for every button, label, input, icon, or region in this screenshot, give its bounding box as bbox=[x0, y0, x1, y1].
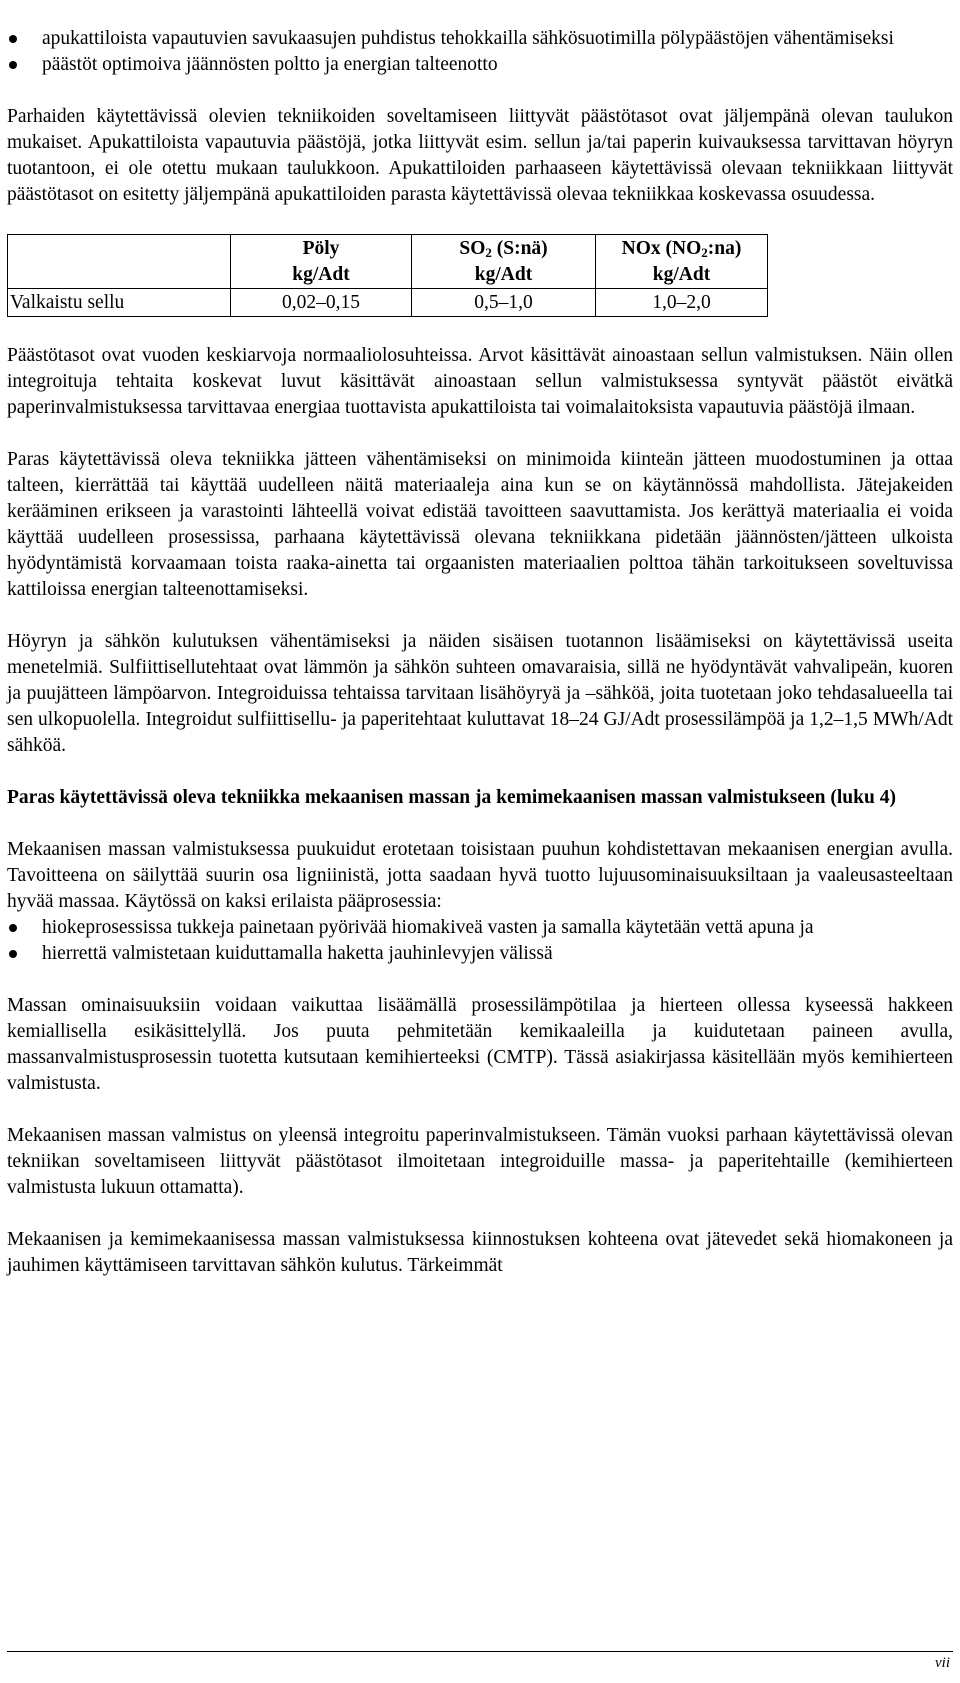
bullet-list-top bbox=[7, 26, 953, 78]
nox-subscript: 2 bbox=[701, 245, 708, 260]
nox-value: 1,0–2,0 bbox=[596, 289, 768, 317]
so2-text: SO bbox=[459, 238, 486, 259]
list-item: päästöt optimoiva jäännösten poltto ja energian talteenotto bbox=[7, 52, 953, 78]
paragraph-mechanical-pulp: Mekaanisen massan valmistuksessa puukuidut erotetaan toisistaan puuhun kohdistettavan mekaanisen energian avulla. Tavoitteena on säilyttää suurin osa ligniinistä, jotta saadaan hyvä tuotto lujuusominaisuuksiltaan ja vaaleusasteeltaan hyvää massaa. Käytössä on kaksi erilaista pääprosessia: bbox=[7, 839, 953, 912]
list-item: apukattiloista vapautuvien savukaasujen puhdistus tehokkailla sähkösuotimilla pölypäästöjen vähentämiseksi bbox=[7, 26, 953, 52]
emission-levels-table bbox=[7, 234, 768, 317]
nox-header-unit: kg/Adt bbox=[652, 264, 711, 285]
document-page bbox=[7, 26, 953, 1279]
paragraph-integration: Mekaanisen massan valmistus on yleensä integroitu paperinvalmistukseen. Tämän vuoksi parhaan käytettävissä olevan tekniikan soveltamiseen liittyvät päästötasot ilmoitetaan integroiduille massa- ja paperitehtaille (kemihierteen valmistusta lukuun ottamatta). bbox=[7, 1125, 953, 1198]
so2-value: 0,5–1,0 bbox=[412, 289, 596, 317]
paragraph-pulp-properties: Massan ominaisuuksiin voidaan vaikuttaa lisäämällä prosessilämpötilaa ja hierteen ollessa kyseessä hakkeen kemiallisella esikäsittelyllä. Jos puuta pehmitetään kemikaaleilla ja kuidutetaan paineen avulla, massanvalmistusprosessin tuotetta kutsutaan kemihierteeksi (CMTP). Tässä asiakirjassa käsitellään myös kemihierteen valmistusta. bbox=[7, 995, 953, 1094]
dust-header-label: Pöly bbox=[302, 238, 340, 259]
table-corner-cell bbox=[8, 235, 231, 289]
row-label: Valkaistu sellu bbox=[8, 289, 231, 317]
paragraph-energy: Höyryn ja sähkön kulutuksen vähentämiseksi ja näiden sisäisen tuotannon lisäämiseksi on käytettävissä useita menetelmiä. Sulfiittisellutehtaat ovat lämmön ja sähkön suhteen omavaraisia, sillä ne hyödyntävät vahvalipeän, kuoren ja puujätteen lämpöarvon. Integroiduissa tehtaissa tarvitaan lisähöyryä ja –sähköä, joita tuotetaan joko tehdasalueella tai sen ulkopuolella. Integroidut sulfiittisellu- ja paperitehtaat kuluttavat 18–24 GJ/Adt prosessilämpöä ja 1,2–1,5 MWh/Adt sähköä. bbox=[7, 631, 953, 756]
paragraph-emission-intro: Parhaiden käytettävissä olevien tekniikoiden soveltamiseen liittyvät päästötasot ovat jäljempänä olevan taulukon mukaiset. Apukattiloista vapautuvia päästöjä, jotka liittyvät esim. sellun ja/tai paperin kuivauksessa tarvittavan höyryn tuotantoon, ei ole otettu mukaan taulukkoon. Apukattiloiden parhaaseen käytettävissä olevaan tekniikkaan liittyvät päästötasot on esitetty jäljempänä apukattiloiden parasta käytettävissä olevaa tekniikkaa koskevassa osuudessa. bbox=[7, 106, 953, 205]
dust-header-unit: kg/Adt bbox=[292, 264, 350, 285]
paragraph-emission-notes: Päästötasot ovat vuoden keskiarvoja normaaliolosuhteissa. Arvot käsittävät ainoastaan sellun valmistuksen. Näin ollen integroituja tehtaita koskevat luvut käsittävät ainoastaan sellun valmistuksessa syntyvät päästöt eivätkä paperinvalmistuksessa tarvittavaa energiaa tuottavista apukattiloista tai voimalaitoksista vapautuvia päästöjä ilmaan. bbox=[7, 345, 953, 418]
nox-text: NOx (NO bbox=[621, 238, 702, 259]
footer-divider bbox=[7, 1651, 953, 1652]
paragraph-wastewater: Mekaanisen ja kemimekaanisessa massan valmistuksessa kiinnostuksen kohteena ovat jätevedet sekä hiomakoneen ja jauhimen käyttämiseen tarvittavan sähkön kulutus. Tärkeimmät bbox=[7, 1229, 953, 1276]
so2-subscript: 2 bbox=[485, 245, 492, 260]
so2-header-label bbox=[459, 238, 547, 259]
nox-header-label bbox=[622, 238, 742, 259]
table-header-row bbox=[8, 235, 768, 289]
paragraph-waste: Paras käytettävissä oleva tekniikka jätteen vähentämiseksi on minimoida kiinteän jätteen muodostuminen ja ottaa talteen, kierrättää tai käyttää uudelleen näitä materiaaleja aina kun se on käytännössä mahdollista. Jätejakeiden kerääminen erikseen ja varastointi lähteellä voivat edistää tavoitteen saavuttamista. Jos kerättyä materiaalia ei voida käyttää uudelleen prosessissa, parhaana käytettävissä olevana tekniikkana pidetään jäännösten/jätteen ulkoista hyödyntämistä korvaamaan toista raaka-ainetta tai orgaanisten materiaalien polttoa tähän tarkoitukseen soveltuvissa kattiloissa energian talteenottamiseksi. bbox=[7, 449, 953, 600]
so2-header-unit: kg/Adt bbox=[474, 264, 533, 285]
so2-suffix: (S:nä) bbox=[491, 238, 548, 259]
bullet-list-processes bbox=[7, 915, 953, 967]
so2-header bbox=[412, 235, 596, 289]
nox-header bbox=[596, 235, 768, 289]
nox-suffix: :na) bbox=[707, 238, 742, 259]
section-heading: Paras käytettävissä oleva tekniikka mekaanisen massan ja kemimekaanisen massan valmistukseen (luku 4) bbox=[7, 787, 896, 808]
page-number: vii bbox=[935, 1655, 950, 1671]
dust-value: 0,02–0,15 bbox=[231, 289, 412, 317]
table-row bbox=[8, 289, 768, 317]
list-item: hierrettä valmistetaan kuiduttamalla haketta jauhinlevyjen välissä bbox=[7, 941, 953, 967]
dust-header bbox=[231, 235, 412, 289]
list-item: hiokeprosessissa tukkeja painetaan pyörivää hiomakiveä vasten ja samalla käytetään vettä apuna ja bbox=[7, 915, 953, 941]
